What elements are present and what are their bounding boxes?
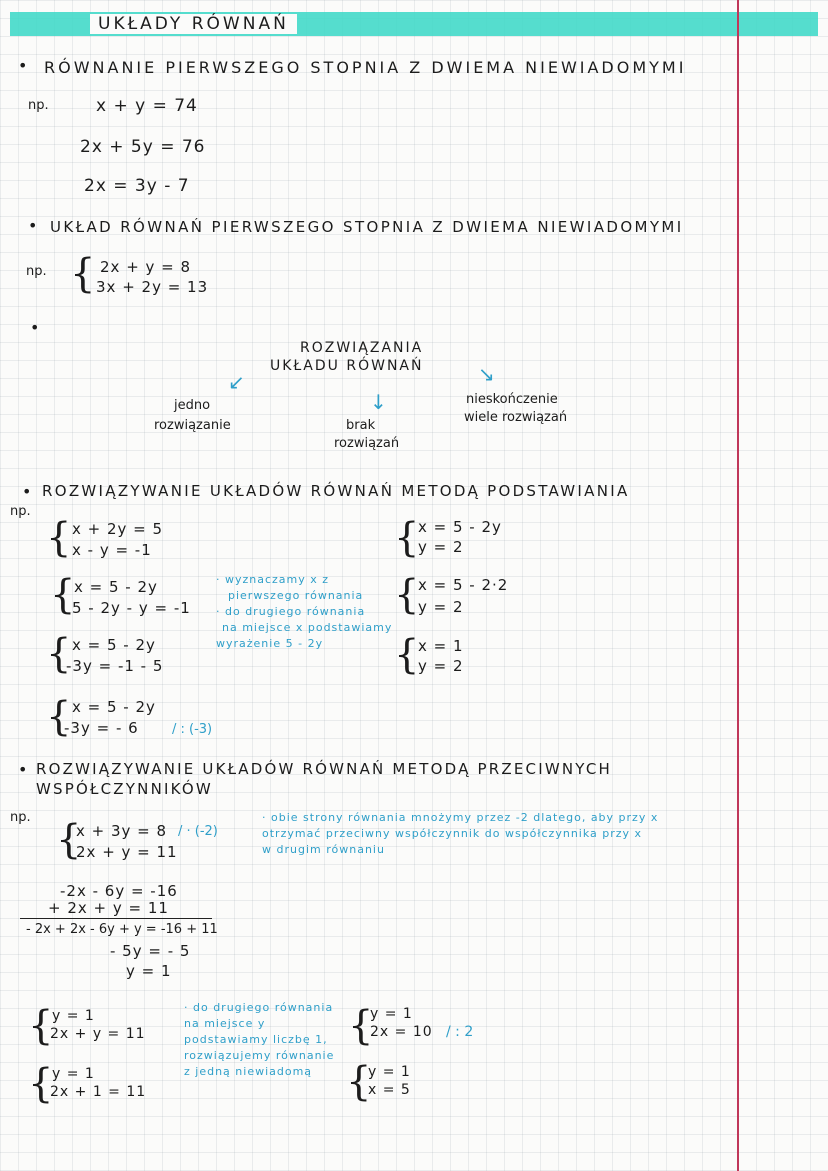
equation: y = 1 xyxy=(370,1006,413,1022)
equation: y = 2 xyxy=(418,598,464,616)
equation: - 2x + 2x - 6y + y = -16 + 11 xyxy=(26,922,218,937)
brace: { xyxy=(46,631,72,677)
diagram-option: jedno xyxy=(174,398,211,413)
equation: x = 5 - 2y xyxy=(74,578,158,596)
note-line: otrzymać przeciwny współczynnik do współczynnika przy x xyxy=(262,827,643,840)
brace: { xyxy=(28,1003,54,1049)
np-label: np. xyxy=(26,264,47,279)
equation: x = 5 - 2y xyxy=(72,636,156,654)
note-line: · wyznaczamy x z xyxy=(216,573,330,586)
note-line: · do drugiego równania xyxy=(216,605,366,618)
diagram-option: brak xyxy=(346,418,376,433)
note-line: podstawiamy liczbę 1, xyxy=(184,1033,328,1046)
equation: x = 5 - 2y xyxy=(418,518,502,536)
note-line: · do drugiego równania xyxy=(184,1001,334,1014)
brace: { xyxy=(46,694,72,740)
brace: { xyxy=(394,572,420,618)
equation: 2x + y = 8 xyxy=(100,258,192,276)
brace: { xyxy=(50,572,76,618)
operation: / : (-3) xyxy=(172,722,213,737)
note-line: w drugim równaniu xyxy=(262,843,385,856)
diagram-title: UKŁADU RÓWNAŃ xyxy=(270,358,424,374)
equation: 2x + 1 = 11 xyxy=(50,1084,147,1100)
equation: 5 - 2y - y = -1 xyxy=(72,599,191,617)
equation: 2x + y = 11 xyxy=(50,1026,146,1042)
equation: 2x + 5y = 76 xyxy=(80,137,206,157)
equation: x + 2y = 5 xyxy=(72,520,164,538)
section1-heading: RÓWNANIE PIERWSZEGO STOPNIA Z DWIEMA NIEWIADOMYMI xyxy=(44,58,687,77)
diagram-option: rozwiązanie xyxy=(154,418,231,433)
equation: y = 1 xyxy=(368,1064,411,1080)
equation: x + 3y = 8 xyxy=(76,822,168,840)
equation: 2x = 10 xyxy=(370,1024,433,1040)
equation: x = 5 xyxy=(368,1082,411,1098)
brace: { xyxy=(394,632,420,678)
brace: { xyxy=(28,1061,54,1107)
note-line: na miejsce y xyxy=(184,1017,266,1030)
operation: / : 2 xyxy=(446,1024,474,1040)
brace: { xyxy=(46,515,72,561)
equation: 2x = 3y - 7 xyxy=(84,176,190,196)
note-line: pierwszego równania xyxy=(228,589,364,602)
np-label: np. xyxy=(28,98,49,113)
margin-line xyxy=(737,0,739,1171)
page-title: UKŁADY RÓWNAŃ xyxy=(90,14,297,34)
multiplication-note xyxy=(262,810,658,858)
np-label: np. xyxy=(10,810,31,825)
operation: / · (-2) xyxy=(178,824,218,839)
equation: y = 1 xyxy=(52,1008,95,1024)
note-line: z jedną niewiadomą xyxy=(184,1065,313,1078)
note-line: rozwiązujemy równanie xyxy=(184,1049,335,1062)
substitution-note xyxy=(184,1000,334,1080)
bullet: • xyxy=(30,318,40,337)
diagram-option: wiele rozwiązań xyxy=(464,410,568,425)
brace: { xyxy=(348,1003,374,1049)
equation: y = 1 xyxy=(52,1066,95,1082)
note-line: · obie strony równania mnożymy przez -2 dlatego, aby przy x xyxy=(262,811,659,824)
equation: -2x - 6y = -16 xyxy=(60,882,178,900)
bullet: • xyxy=(18,56,28,75)
equation: -3y = -1 - 5 xyxy=(66,657,164,675)
brace: { xyxy=(56,817,82,863)
sum-line xyxy=(20,918,212,919)
arrow-left-icon: ↙ xyxy=(228,370,245,394)
bullet: • xyxy=(22,482,32,501)
equation: y = 2 xyxy=(418,657,464,675)
arrow-down-icon: ↓ xyxy=(370,390,387,414)
section2-heading: UKŁAD RÓWNAŃ PIERWSZEGO STOPNIA Z DWIEMA NIEWIADOMYMI xyxy=(50,218,684,236)
brace: { xyxy=(70,251,96,297)
arrow-right-icon: ↘ xyxy=(478,362,495,386)
note-line: na miejsce x podstawiamy xyxy=(222,621,393,634)
equation: x - y = -1 xyxy=(72,541,152,559)
equation: x + y = 74 xyxy=(96,96,198,116)
equation: y = 2 xyxy=(418,538,464,556)
equation: + 2x + y = 11 xyxy=(48,899,169,917)
bullet: • xyxy=(28,216,38,235)
diagram-option: rozwiązań xyxy=(334,436,400,451)
section4-heading: ROZWIĄZYWANIE UKŁADÓW RÓWNAŃ METODĄ PRZECIWNYCH xyxy=(36,760,612,778)
equation: 2x + y = 11 xyxy=(76,843,178,861)
diagram-option: nieskończenie xyxy=(466,392,558,407)
section3-heading: ROZWIĄZYWANIE UKŁADÓW RÓWNAŃ METODĄ PODSTAWIANIA xyxy=(42,482,630,500)
equation: x = 5 - 2·2 xyxy=(418,576,509,594)
equation: 3x + 2y = 13 xyxy=(96,278,209,296)
equation: -3y = - 6 xyxy=(64,719,139,737)
brace: { xyxy=(394,515,420,561)
equation: y = 1 xyxy=(126,962,172,980)
equation: x = 1 xyxy=(418,637,464,655)
np-label: np. xyxy=(10,504,31,519)
bullet: • xyxy=(18,760,28,779)
substitution-note xyxy=(216,572,392,652)
equation: - 5y = - 5 xyxy=(110,942,191,960)
equation: x = 5 - 2y xyxy=(72,698,156,716)
brace: { xyxy=(346,1059,372,1105)
diagram-title: ROZWIĄZANIA xyxy=(300,340,424,356)
section4-heading: WSPÓŁCZYNNIKÓW xyxy=(36,780,213,798)
note-line: wyrażenie 5 - 2y xyxy=(216,637,324,650)
